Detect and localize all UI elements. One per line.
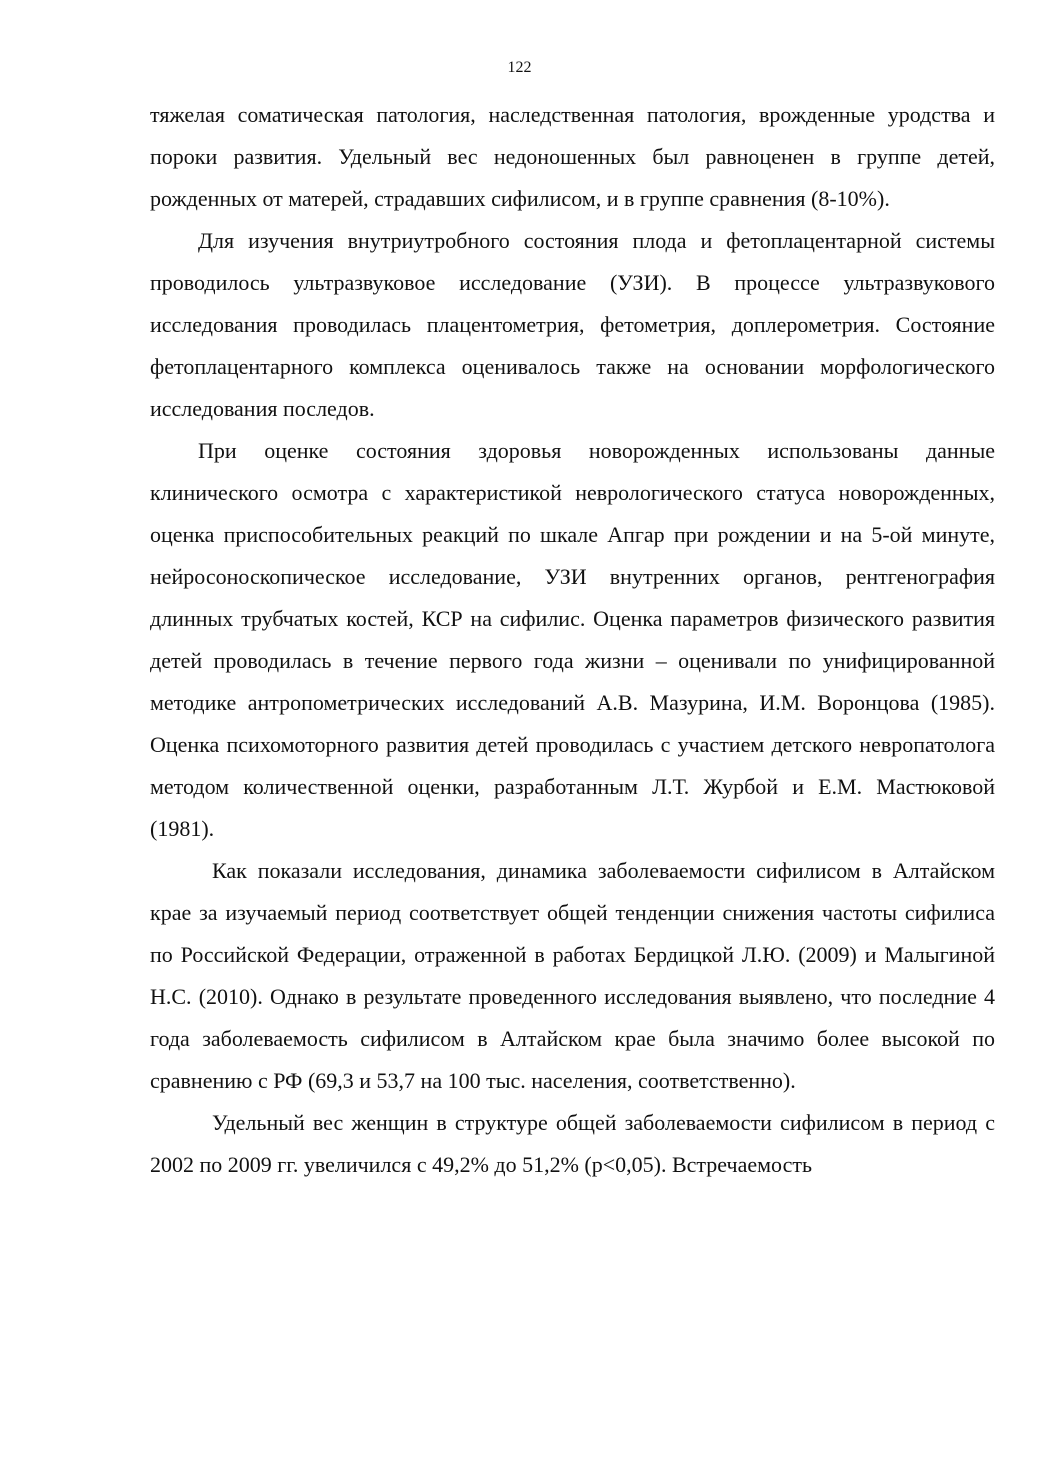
paragraph-women-share: Удельный вес женщин в структуре общей заболеваемости сифилисом в период с 2002 по 2009 гг. увеличился с 49,2% до 51,2% (р<0,05). Встречаемость (150, 1110, 995, 1177)
page-number: 122 (507, 59, 532, 76)
paragraph-syphilis-dynamics: Как показали исследования, динамика заболеваемости сифилисом в Алтайском крае за изучаемый период соответствует общей тенденции снижения частоты сифилиса по Российской Федерации, отраженной в работах Бердицкой Л.Ю. (2009) и Малыгиной Н.С. (2010). Однако в результате проведенного исследования выявлено, что последние 4 года заболеваемость сифилисом в Алтайском крае была значимо более высокой по сравнению с РФ (69,3 и 53,7 на 100 тыс. населения, соответственно). (150, 858, 995, 1093)
paragraph-ultrasound: Для изучения внутриутробного состояния плода и фетоплацентарной системы проводилось ультразвуковое исследование (УЗИ). В процессе ультразвукового исследования проводилась плацентометрия, фетометрия, доплерометрия. Состояние фетоплацентарного комплекса оценивалось также на основании морфологического исследования последов. (150, 228, 995, 421)
paragraph-newborn-health: При оценке состояния здоровья новорожденных использованы данные клинического осмотра с характеристикой неврологического статуса новорожденных, оценка приспособительных реакций по шкале Апгар при рождении и на 5-ой минуте, нейросоноскопическое исследование, УЗИ внутренних органов, рентгенография длинных трубчатых костей, КСР на сифилис. Оценка параметров физического развития детей проводилась в течение первого года жизни – оценивали по унифицированной методике антропометрических исследований А.В. Мазурина, И.М. Воронцова (1985). Оценка психомоторного развития детей проводилась с участием детского невропатолога методом количественной оценки, разработанным Л.Т. Журбой и Е.М. Мастюковой (1981). (150, 438, 995, 841)
body-text (150, 94, 995, 1186)
paragraph-continuation: тяжелая соматическая патология, наследственная патология, врожденные уродства и пороки развития. Удельный вес недоношенных был равноценен в группе детей, рожденных от матерей, страдавших сифилисом, и в группе сравнения (8-10%). (150, 102, 995, 211)
